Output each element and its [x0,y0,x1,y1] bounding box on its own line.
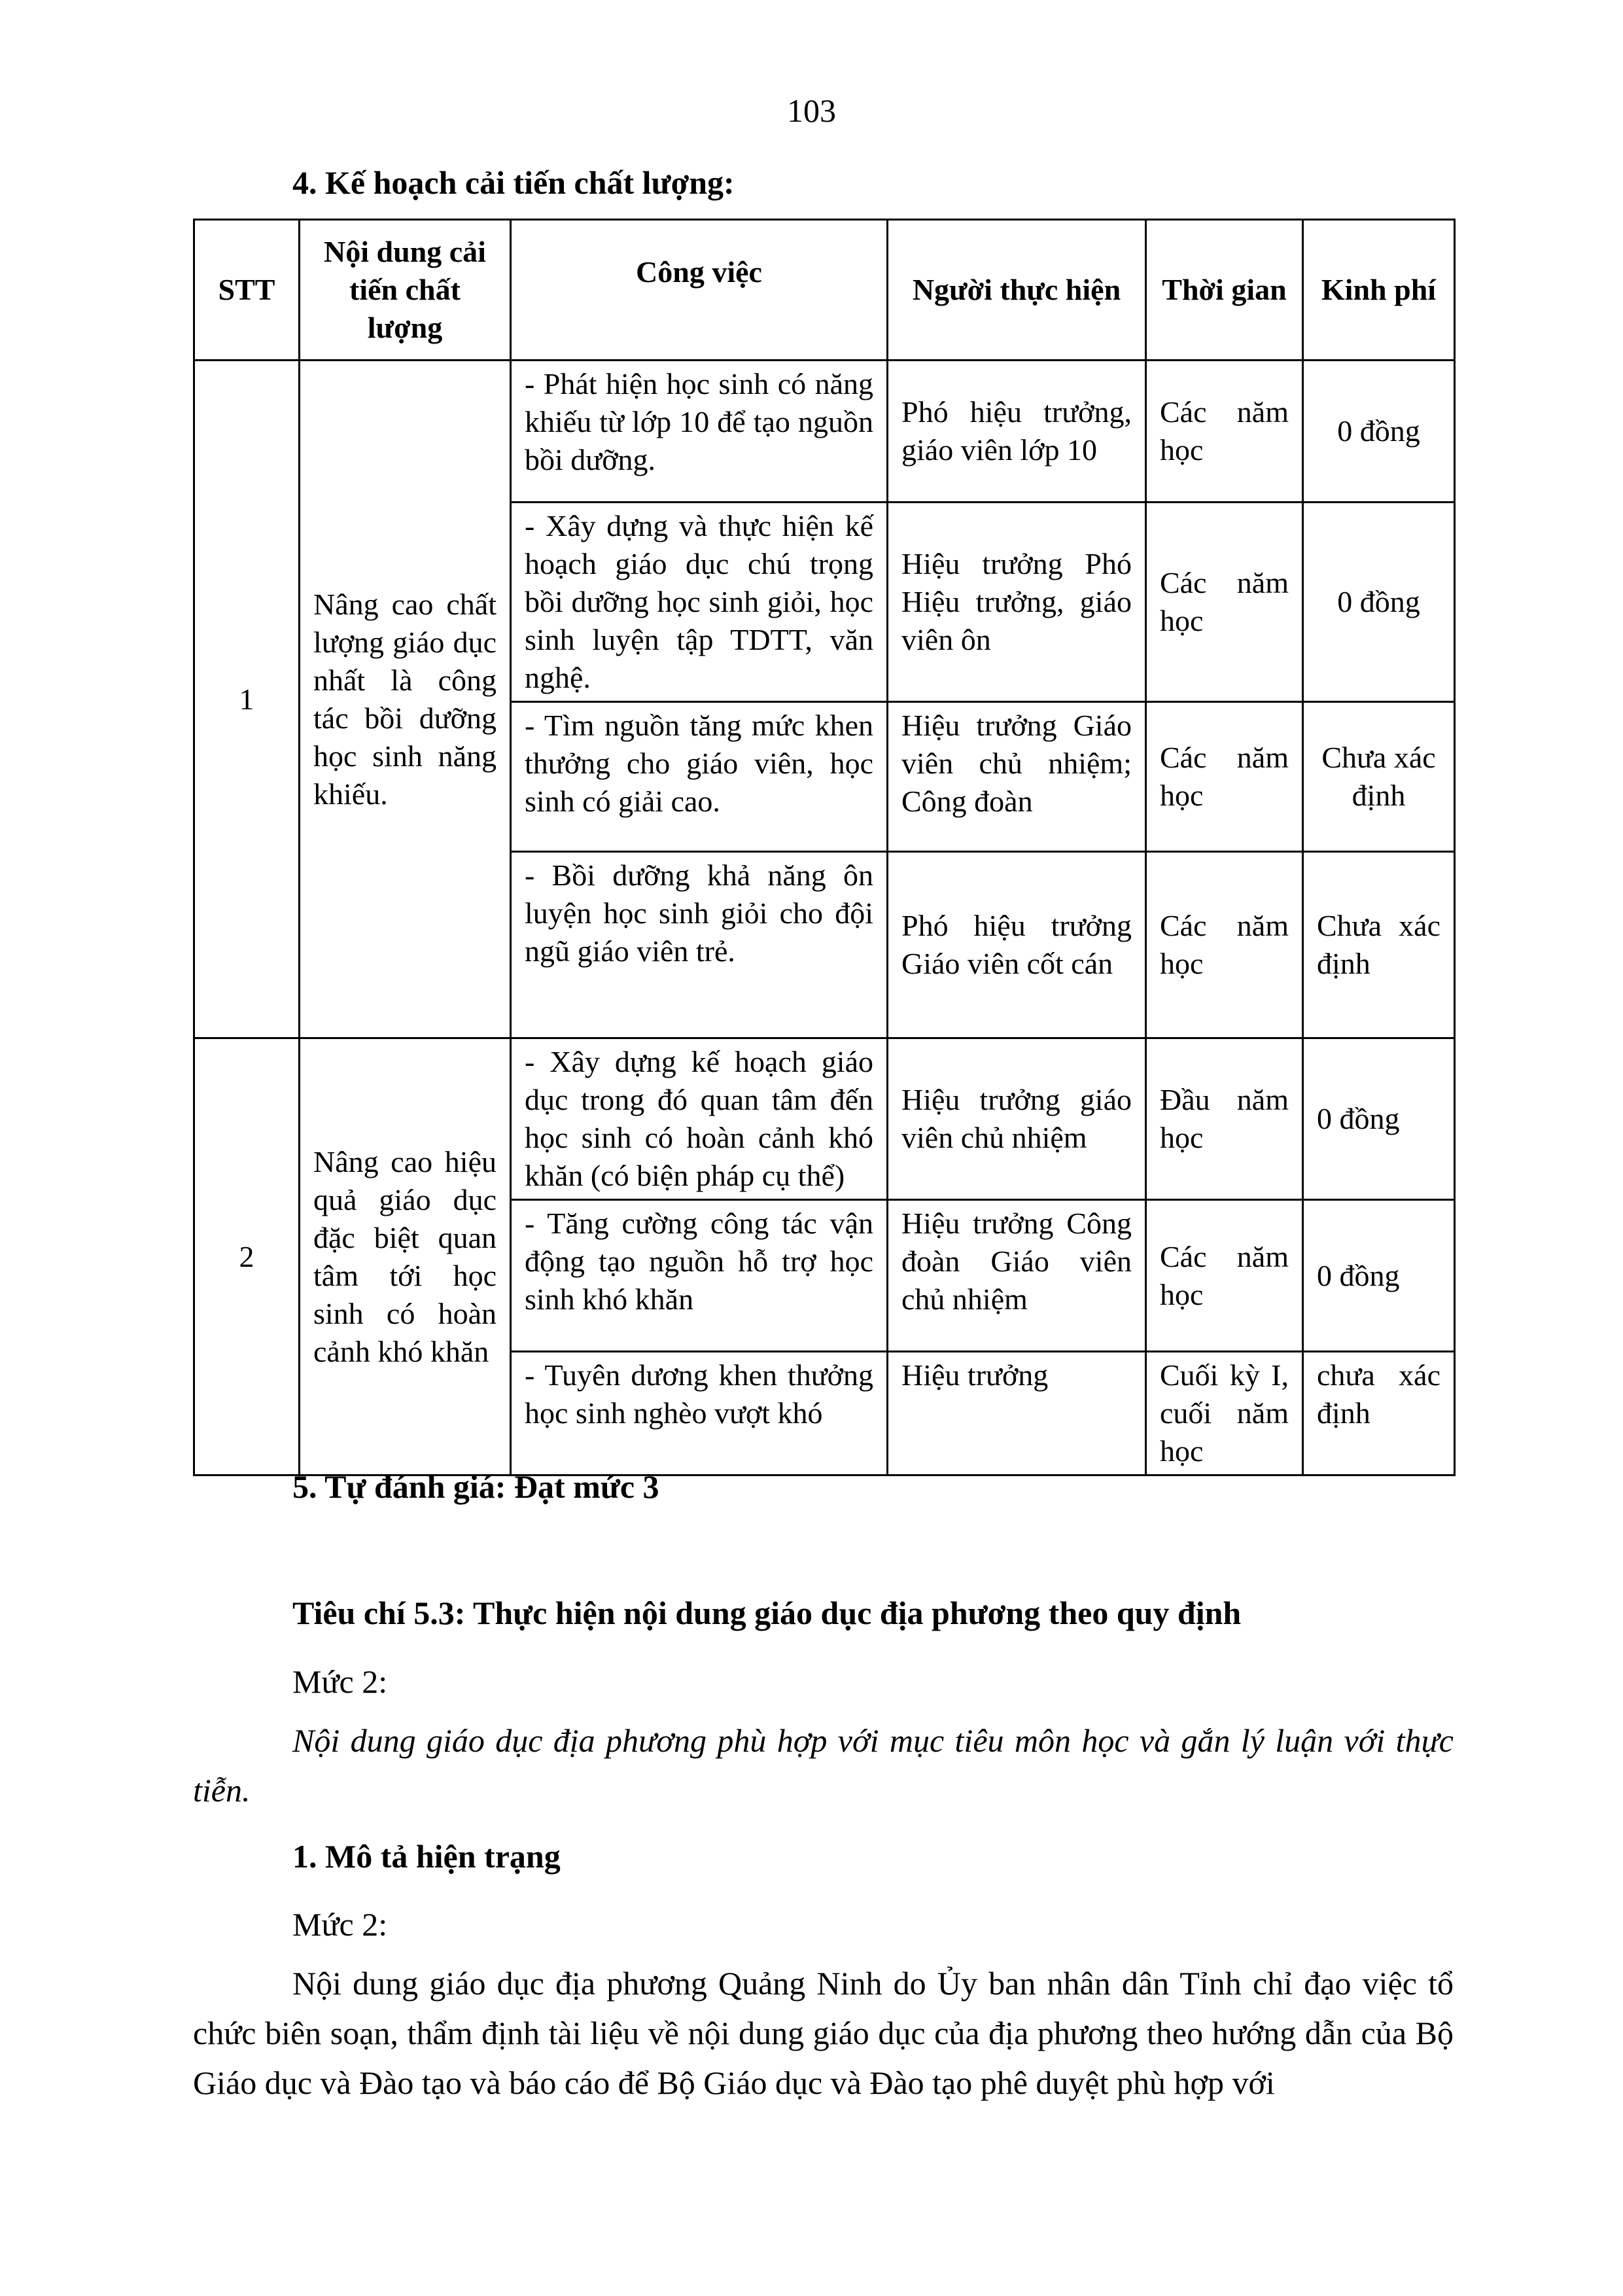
cost-cell: Chưa xác định [1303,702,1455,852]
time-cell: Các năm học [1146,503,1303,702]
table-row [194,1038,1455,1200]
section-5-heading: 5. Tự đánh giá: Đạt mức 3 [292,1468,659,1505]
task-cell: - Tuyên dương khen thưởng học sinh nghèo vượt khó [511,1352,888,1475]
header-stt: STT [194,220,300,361]
task-cell: - Tìm nguồn tăng mức khen thưởng cho giáo viên, học sinh có giải cao. [511,702,888,852]
stt-cell: 2 [194,1038,300,1475]
page-number: 103 [787,92,836,129]
header-content: Nội dung cải tiến chất lượng [300,220,511,361]
person-cell: Hiệu trưởng Giáo viên chủ nhiệm; Công đoàn [888,702,1146,852]
level-description-block [193,1657,1454,1815]
task-cell: - Bồi dưỡng khả năng ôn luyện học sinh giỏi cho đội ngũ giáo viên trẻ. [511,852,888,1038]
cost-cell: Chưa xác định [1303,852,1455,1038]
person-cell: Hiệu trưởng Công đoàn Giáo viên chủ nhiệm [888,1200,1146,1352]
person-cell: Hiệu trưởng giáo viên chủ nhiệm [888,1038,1146,1200]
person-cell: Hiệu trưởng [888,1352,1146,1475]
cost-cell: chưa xác định [1303,1352,1455,1475]
status-body [193,1899,1454,2108]
time-cell: Các năm học [1146,852,1303,1038]
person-cell: Hiệu trưởng Phó Hiệu trưởng, giáo viên ôn [888,503,1146,702]
content-cell: Nâng cao chất lượng giáo dục nhất là công tác bồi dưỡng học sinh năng khiếu. [300,361,511,1038]
level-label: Mức 2: [292,1663,388,1700]
person-cell: Phó hiệu trưởng, giáo viên lớp 10 [888,361,1146,503]
status-heading: 1. Mô tả hiện trạng [292,1838,561,1875]
header-cost: Kinh phí [1303,220,1455,361]
task-cell: - Xây dựng và thực hiện kế hoạch giáo dục chú trọng bồi dưỡng học sinh giỏi, học sinh luyện tập TDTT, văn nghệ. [511,503,888,702]
person-cell: Phó hiệu trưởng Giáo viên cốt cán [888,852,1146,1038]
header-time: Thời gian [1146,220,1303,361]
header-person: Người thực hiện [888,220,1146,361]
level-description: Nội dung giáo dục địa phương phù hợp với mục tiêu môn học và gắn lý luận với thực tiễn. [193,1722,1454,1809]
time-cell: Cuối kỳ I, cuối năm học [1146,1352,1303,1475]
time-cell: Các năm học [1146,702,1303,852]
stt-cell: 1 [194,361,300,1038]
quality-improvement-table [193,219,1456,1476]
task-cell: - Phát hiện học sinh có năng khiếu từ lớp 10 để tạo nguồn bồi dưỡng. [511,361,888,503]
cost-cell: 0 đồng [1303,361,1455,503]
level-label: Mức 2: [292,1906,388,1943]
header-task: Công việc [511,220,888,361]
time-cell: Các năm học [1146,1200,1303,1352]
content-cell: Nâng cao hiệu quả giáo dục đặc biệt quan tâm tới học sinh có hoàn cảnh khó khăn [300,1038,511,1475]
section-4-heading: 4. Kế hoạch cải tiến chất lượng: [292,164,735,201]
time-cell: Đầu năm học [1146,1038,1303,1200]
cost-cell: 0 đồng [1303,503,1455,702]
task-cell: - Xây dựng kế hoạch giáo dục trong đó quan tâm đến học sinh có hoàn cảnh khó khăn (có biện pháp cụ thể) [511,1038,888,1200]
table-header-row [194,220,1455,361]
table-row [194,361,1455,503]
time-cell: Các năm học [1146,361,1303,503]
cost-cell: 0 đồng [1303,1200,1455,1352]
cost-cell: 0 đồng [1303,1038,1455,1200]
criterion-heading: Tiêu chí 5.3: Thực hiện nội dung giáo dục địa phương theo quy định [292,1595,1242,1631]
task-cell: - Tăng cường công tác vận động tạo nguồn hỗ trợ học sinh khó khăn [511,1200,888,1352]
body-paragraph: Nội dung giáo dục địa phương Quảng Ninh do Ủy ban nhân dân Tỉnh chỉ đạo việc tổ chức biên soạn, thẩm định tài liệu về nội dung giáo dục của địa phương theo hướng dẫn của Bộ Giáo dục và Đào tạo và báo cáo để Bộ Giáo dục và Đào tạo phê duyệt phù hợp với [193,1965,1454,2101]
